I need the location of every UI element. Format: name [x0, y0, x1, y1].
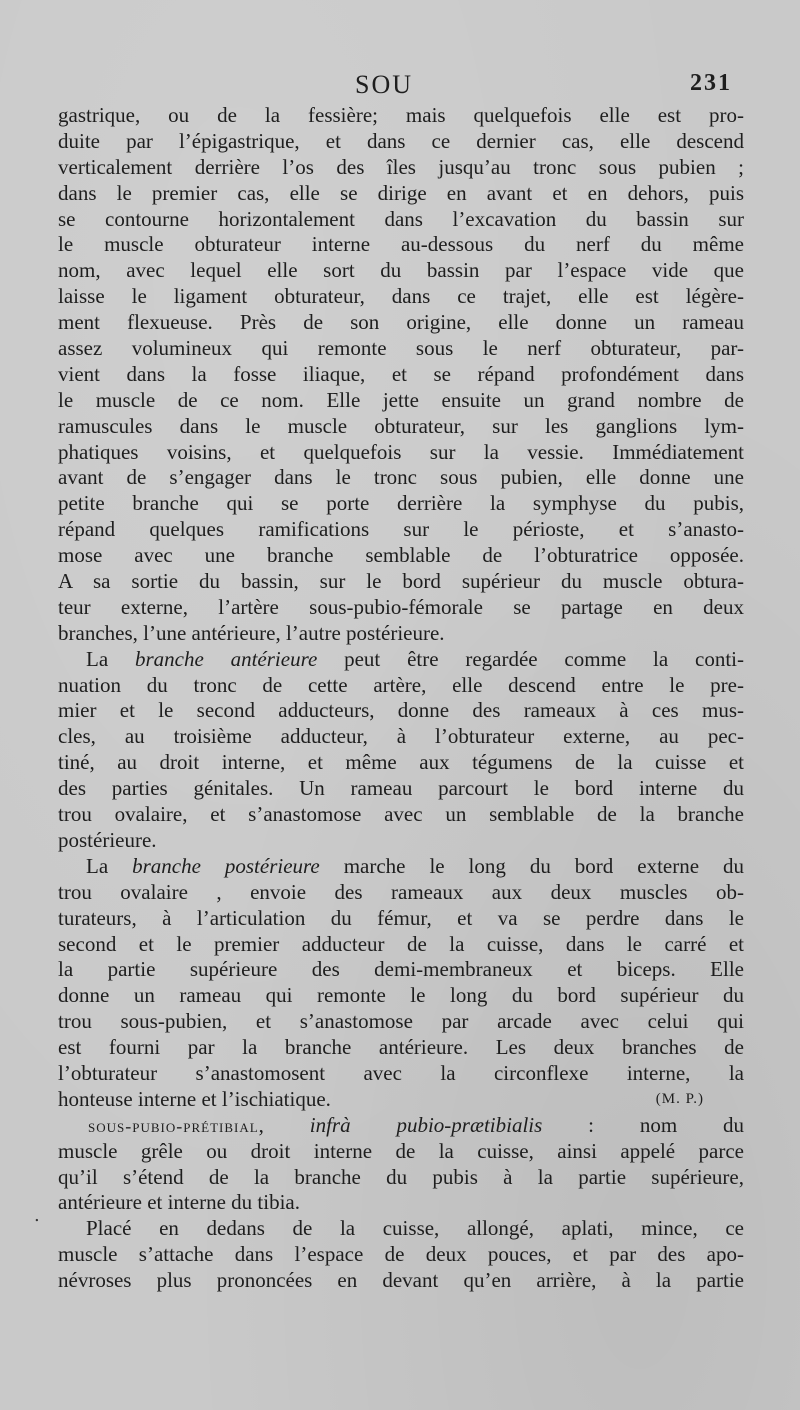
running-head — [0, 70, 800, 102]
author-signature: (M. P.) — [655, 1090, 704, 1107]
text-line: assez volumineux qui remonte sous le nerf obturateur, par- — [58, 336, 744, 361]
text-line: gastrique, ou de la fessière; mais quelquefois elle est pro- — [58, 103, 744, 127]
text-line: honteuse interne et l’ischiatique. — [58, 1086, 331, 1111]
text-line: petite branche qui se porte derrière la symphyse du pubis, — [58, 491, 744, 516]
italic-term: branche antérieure — [134, 646, 318, 671]
text-line: nom, avec lequel elle sort du bassin par l’espace vide que — [58, 258, 744, 283]
text-line: muscle grêle ou droit interne de la cuisse, ainsi appelé parce — [58, 1138, 744, 1163]
text-line: ramuscules dans le muscle obturateur, sur les ganglions lym- — [58, 413, 744, 438]
text-line: muscle s’attache dans l’espace de deux pouces, et par des apo- — [58, 1242, 744, 1267]
text-line: la partie supérieure des demi-membraneux et biceps. Elle — [58, 957, 744, 982]
paragraph-start-branche-anterieure: La branche antérieure peut être regardée comme la conti- — [86, 646, 744, 671]
text-line: postérieure. — [58, 827, 157, 852]
text-line: mier et le second adducteurs, donne des rameaux à ces mus- — [58, 698, 744, 723]
text-line: second et le premier adducteur de la cuisse, dans le carré et — [58, 931, 744, 956]
text-line: tiné, au droit interne, et même aux tégumens de la cuisse et — [58, 750, 744, 775]
text-line: le muscle obturateur interne au-dessous du nerf du même — [58, 232, 744, 257]
text-line: branches, l’une antérieure, l’autre postérieure. — [58, 620, 445, 645]
text-line: trou ovalaire, et s’anastomose avec un semblable de la branche — [58, 802, 744, 827]
running-head-word: SOU — [355, 70, 414, 99]
text-line: antérieure et interne du tibia. — [58, 1190, 300, 1215]
text-line: duite par l’épigastrique, et dans ce dernier cas, elle descend — [58, 128, 744, 153]
text-line: trou sous-pubien, et s’anastomose par arcade avec celui qui — [58, 1009, 744, 1034]
text-line: vient dans la fosse iliaque, et se répand profondément dans — [58, 361, 744, 386]
text-line: l’obturateur s’anastomosent avec la circonflexe interne, la — [58, 1060, 744, 1085]
page-number: 231 — [690, 70, 732, 96]
text-line: névroses plus prononcées en devant qu’en arrière, à la partie — [58, 1268, 744, 1293]
text-line-with-signature — [58, 1087, 744, 1113]
margin-mark: . — [34, 1205, 40, 1226]
italic-term: infrà pubio-prætibialis — [309, 1112, 543, 1137]
text-line: répand quelques ramifications sur le périoste, et s’anasto- — [58, 517, 744, 542]
text-line: A sa sortie du bassin, sur le bord supérieur du muscle obtura- — [58, 569, 744, 594]
text-line: cles, au troisième adducteur, à l’obturateur externe, au pec- — [58, 724, 744, 749]
entry-headword: sous-pubio-prétibial — [88, 1115, 259, 1136]
text-line: turateurs, à l’articulation du fémur, et va se perdre dans le — [58, 905, 744, 930]
text-line: se contourne horizontalement dans l’excavation du bassin sur — [58, 206, 744, 231]
text-line: nuation du tronc de cette artère, elle descend entre le pre- — [58, 672, 744, 697]
paragraph-start-branche-posterieure: La branche postérieure marche le long du bord externe du — [86, 853, 744, 878]
text-line: qu’il s’étend de la branche du pubis à la partie supérieure, — [58, 1164, 744, 1189]
text-line: avant de s’engager dans le tronc sous pubien, elle donne une — [58, 465, 744, 490]
italic-term: branche postérieure — [132, 853, 320, 878]
text-line: mose avec une branche semblable de l’obturatrice opposée. — [58, 543, 744, 568]
text-line: dans le premier cas, elle se dirige en avant et en dehors, puis — [58, 180, 744, 205]
paragraph-start-place: Placé en dedans de la cuisse, allongé, aplati, mince, ce — [86, 1216, 744, 1241]
text-line: laisse le ligament obturateur, dans ce trajet, elle est légère- — [58, 284, 744, 309]
text-line: teur externe, l’artère sous-pubio-fémorale se partage en deux — [58, 594, 744, 619]
text-line: des parties génitales. Un rameau parcourt le bord interne du — [58, 776, 744, 801]
body-text — [58, 103, 744, 1294]
text-line: donne un rameau qui remonte le long du bord supérieur du — [58, 983, 744, 1008]
text-line: est fourni par la branche antérieure. Les deux branches de — [58, 1035, 744, 1060]
entry-headword-line: sous-pubio-prétibial, infrà pubio-prætibialis : nom du — [88, 1112, 744, 1137]
text-line: phatiques voisins, et quelquefois sur la vessie. Immédiatement — [58, 439, 744, 464]
text-line: ment flexueuse. Près de son origine, elle donne un rameau — [58, 310, 744, 335]
text-line: verticalement derrière l’os des îles jusqu’au tronc sous pubien ; — [58, 154, 744, 179]
text-line: le muscle de ce nom. Elle jette ensuite un grand nombre de — [58, 387, 744, 412]
text-line: trou ovalaire , envoie des rameaux aux deux muscles ob- — [58, 879, 744, 904]
